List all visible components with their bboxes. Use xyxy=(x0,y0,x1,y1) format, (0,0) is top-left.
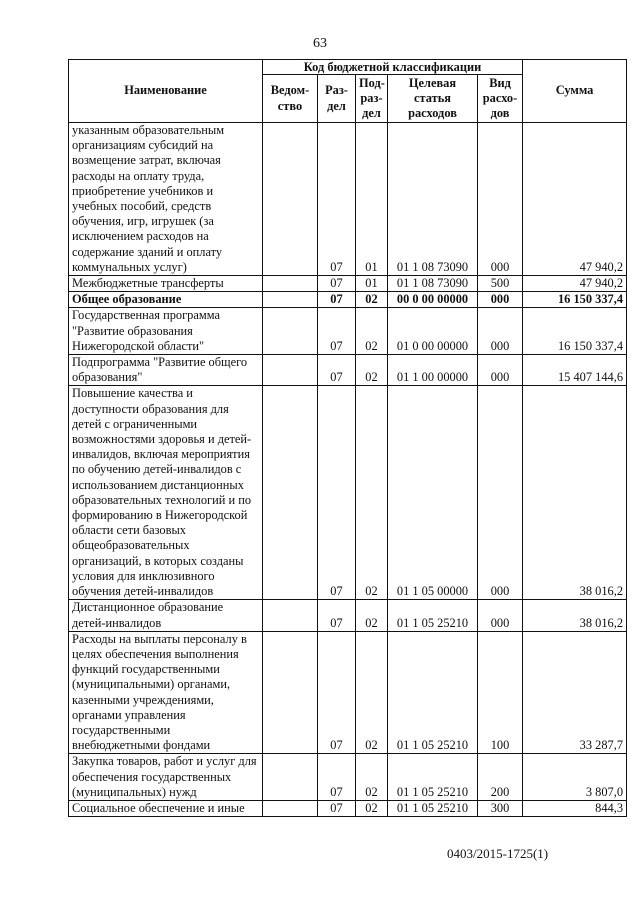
row-amount: 16 150 337,4 xyxy=(523,308,627,355)
table-row xyxy=(69,600,627,631)
row-department xyxy=(263,292,318,308)
row-target-article: 00 0 00 00000 xyxy=(388,292,478,308)
row-amount: 3 807,0 xyxy=(523,754,627,801)
row-amount: 47 940,2 xyxy=(523,123,627,276)
row-expense-type: 500 xyxy=(478,276,523,292)
row-expense-type: 000 xyxy=(478,600,523,631)
row-expense-type: 100 xyxy=(478,631,523,754)
row-target-article: 01 1 00 00000 xyxy=(388,355,478,386)
row-amount: 844,3 xyxy=(523,800,627,816)
row-amount: 47 940,2 xyxy=(523,276,627,292)
row-section: 07 xyxy=(318,754,356,801)
row-name: Закупка товаров, работ и услуг для обеспечения государственных (муниципальных) нужд xyxy=(69,754,263,801)
row-amount: 38 016,2 xyxy=(523,386,627,600)
table-body xyxy=(69,123,627,817)
row-section: 07 xyxy=(318,276,356,292)
row-name: Общее образование xyxy=(69,292,263,308)
row-name: Подпрограмма "Развитие общего образования" xyxy=(69,355,263,386)
document-code: 0403/2015-1725(1) xyxy=(447,846,549,861)
row-department xyxy=(263,386,318,600)
row-name: указанным образовательным организациям субсидий на возмещение затрат, включая расходы на оплату труда, приобретение учебников и учебных пособий, средств обучения, игр, игрушек (за исключением расходов на содержание зданий и оплату коммунальных услуг) xyxy=(69,123,263,276)
row-target-article: 01 1 05 25210 xyxy=(388,754,478,801)
row-department xyxy=(263,631,318,754)
header-section: Раз-дел xyxy=(318,75,356,123)
row-section: 07 xyxy=(318,600,356,631)
row-department xyxy=(263,800,318,816)
table-row xyxy=(69,386,627,600)
header-name: Наименование xyxy=(69,60,263,123)
row-subsection: 01 xyxy=(356,123,388,276)
table-row xyxy=(69,292,627,308)
row-department xyxy=(263,355,318,386)
row-section: 07 xyxy=(318,386,356,600)
header-subsection: Под-раз-дел xyxy=(356,75,388,123)
row-expense-type: 200 xyxy=(478,754,523,801)
row-target-article: 01 0 00 00000 xyxy=(388,308,478,355)
row-name: Межбюджетные трансферты xyxy=(69,276,263,292)
page-number: 63 xyxy=(313,36,327,51)
row-name: Расходы на выплаты персоналу в целях обеспечения выполнения функций государственными (муниципальными) органами, казенными учреждениями, органами управления государственными внебюджетными фондами xyxy=(69,631,263,754)
row-subsection: 02 xyxy=(356,631,388,754)
row-target-article: 01 1 05 25210 xyxy=(388,800,478,816)
row-target-article: 01 1 05 25210 xyxy=(388,600,478,631)
row-subsection: 02 xyxy=(356,355,388,386)
row-section: 07 xyxy=(318,631,356,754)
header-amount: Сумма xyxy=(523,60,627,123)
row-department xyxy=(263,754,318,801)
row-amount: 38 016,2 xyxy=(523,600,627,631)
row-amount: 33 287,7 xyxy=(523,631,627,754)
row-section: 07 xyxy=(318,123,356,276)
header-target-article: Целевая статья расходов xyxy=(388,75,478,123)
row-expense-type: 000 xyxy=(478,123,523,276)
row-name: Социальное обеспечение и иные xyxy=(69,800,263,816)
table-row xyxy=(69,308,627,355)
row-section: 07 xyxy=(318,800,356,816)
row-section: 07 xyxy=(318,355,356,386)
row-department xyxy=(263,600,318,631)
row-target-article: 01 1 05 00000 xyxy=(388,386,478,600)
row-expense-type: 000 xyxy=(478,292,523,308)
row-subsection: 02 xyxy=(356,386,388,600)
row-expense-type: 300 xyxy=(478,800,523,816)
row-expense-type: 000 xyxy=(478,308,523,355)
row-amount: 15 407 144,6 xyxy=(523,355,627,386)
row-subsection: 02 xyxy=(356,800,388,816)
table-row xyxy=(69,754,627,801)
row-department xyxy=(263,308,318,355)
row-subsection: 01 xyxy=(356,276,388,292)
row-subsection: 02 xyxy=(356,292,388,308)
row-target-article: 01 1 08 73090 xyxy=(388,123,478,276)
row-department xyxy=(263,276,318,292)
row-name: Государственная программа "Развитие образования Нижегородской области" xyxy=(69,308,263,355)
row-name: Дистанционное образование детей-инвалидов xyxy=(69,600,263,631)
header-classification-group: Код бюджетной классификации xyxy=(263,60,523,75)
row-subsection: 02 xyxy=(356,754,388,801)
row-name: Повышение качества и доступности образования для детей с ограниченными возможностями здоровья и детей-инвалидов, включая мероприятия по обучению детей-инвалидов с использованием дистанционных образовательных технологий и по формированию в Нижегородской области сети базовых общеобразовательных организаций, в которых созданы условия для инклюзивного обучения детей-инвалидов xyxy=(69,386,263,600)
row-department xyxy=(263,123,318,276)
row-section: 07 xyxy=(318,308,356,355)
row-section: 07 xyxy=(318,292,356,308)
row-amount: 16 150 337,4 xyxy=(523,292,627,308)
table-row xyxy=(69,800,627,816)
table-row xyxy=(69,631,627,754)
row-expense-type: 000 xyxy=(478,355,523,386)
budget-table xyxy=(68,59,627,817)
row-expense-type: 000 xyxy=(478,386,523,600)
row-subsection: 02 xyxy=(356,308,388,355)
header-department: Ведом-ство xyxy=(263,75,318,123)
header-expense-type: Вид расхо-дов xyxy=(478,75,523,123)
row-target-article: 01 1 05 25210 xyxy=(388,631,478,754)
table-row xyxy=(69,355,627,386)
table-row xyxy=(69,123,627,276)
row-target-article: 01 1 08 73090 xyxy=(388,276,478,292)
row-subsection: 02 xyxy=(356,600,388,631)
table-row xyxy=(69,276,627,292)
